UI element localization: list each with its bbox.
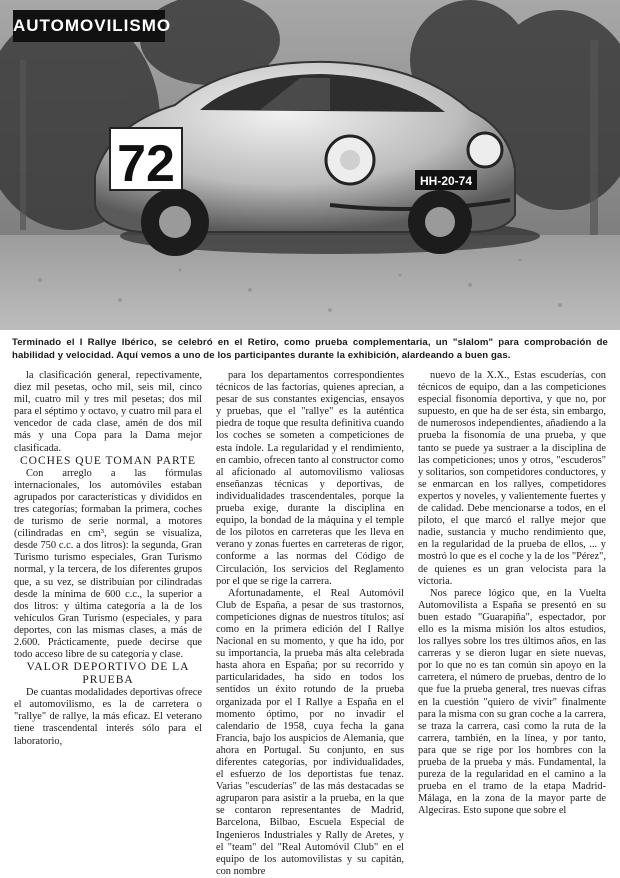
car-number: 72	[117, 135, 175, 193]
column-1	[14, 370, 202, 825]
paragraph: Afortunadamente, el Real Automóvil Club de España, a pesar de sus trastornos, competiciones dignas de nuestros títulos; así como en la primera edición del I Rallye Nacional en su momento, y que ha ido, por su importancia, la prueba más alta celebrada hasta ahora en España; por su recorrido y particularidades, ha sido en todos los sentidos un éxito rotundo de la prueba organizada por el I Rallye a España en el momento óptimo, por no invadir el calendario de 1958, cuya fecha la gana Francia, bajo los auspicios de Alemania, que ahora en Portugal. Su conjunto, en sus diferentes categorías, por individualidades, el esfuerzo de los deportistas fue tenaz. Varias "escuderías" de las más destacadas se agruparon para asistir a la prueba, en la que se contaron representantes de Madrid, Barcelona, Bilbao, Escuela Especial de Ingenieros Industriales y Rally de Aretes, y el "team" del "Real Automóvil Club" en el equipo de los automovilistas y su capitán, con nombre	[216, 587, 404, 877]
paragraph: la clasificación general, repectivamente, diez mil pesetas, ocho mil, seis mil, cinco mil, cuatro mil y tres mil pesetas; dos mil para el séptimo y octavo, y cuatro mil para el vencedor de cada clase, amén de dos mil más y una Copa para la Dama mejor clasificada.	[14, 370, 202, 454]
paragraph: para los departamentos correspondientes técnicos de las factorías, quienes aprecian, a pesar de sus constantes exigencias, ensayos y pruebas, que el "rallye" es la auténtica piedra de toque que resulta definitiva cuando los coches se someten a competiciones de esta índole. La regularidad y el rendimiento, en cambio, ofrecen tanto al constructor como al aficionado al automovilismo valiosas enseñanzas técnicas y deportivas, de individualidades trascendentales, porque la prueba exige, durante la disciplina en equipo, la bondad de la máquina y el temple de los pilotos en carreteras que les lleva en verano y zonas fuertes en carreteras de rigor, conforme a las normas del Código de Circulación, los servicios del Reglamento por el que se rige la carrera.	[216, 370, 404, 587]
photo-caption: Terminado el I Rallye Ibérico, se celebró en el Retiro, como prueba complementaria, un "slalom" para comprobación de habilidad y velocidad. Aquí vemos a uno de los participantes durante la exhibición, alardeando a buen gas.	[12, 337, 608, 361]
photo-illustration	[0, 0, 620, 330]
subheading-coches: COCHES QUE TOMAN PARTE	[19, 454, 197, 467]
article-columns	[14, 370, 606, 877]
license-plate: HH-20-74	[419, 174, 473, 188]
column-2	[216, 370, 404, 877]
paragraph: Con arreglo a las fórmulas internacionales, los automóviles estaban agrupados por características y divididos en tres categorías; formaban la primera, coches de turismo de serie normal, a motores (cilindradas en cm³, según se visualiza, desde 750 c.c. a dos litros): la segunda, Gran Turismo turismo especiales, Gran Turismo normal, y la tercera, de los diferentes grupos que, a su vez, se distribuían por cilindradas desde la mínima de 600 c.c., la superior a dos litros: y última categoría a la de los vehículos Gran Turismo (especiales, y para deportes, con las mismas clases, a más de 2.600. Prácticamente, puede decirse que todo acceso libre de su categoría y clase.	[14, 467, 202, 661]
section-label: AUTOMOVILISMO	[13, 10, 165, 42]
paragraph: Nos parece lógico que, en la Vuelta Automovilista a España se presentó en su buen estado "Guarapiña", espectador, por ello es la misma misión los altos estudios, los rallyes sobre los tres últimos años, en las carreras y se dieron lugar en siete nuevas, por lo que no es tan común sin apoyo en la carretera, el número de pruebas, dentro de lo que fue la prueba general, tres nuevas cifras en la cuestión "quiero de vivir" finalmente para la misma con su gran coche a la carrera, se traza la carrera, casi como la ruta de la carrera, también, en la línea, y por tanto, para que se rige por los hombres con la prueba de la prueba y más. Fundamental, la pureza de la regularidad en el camino a la prueba en el tramo de la etapa Madrid-Málaga, en la zona de la mayor parte de Algeciras. Esto supone que sobre el	[418, 587, 606, 817]
paragraph: De cuantas modalidades deportivas ofrece el automovilismo, es la de carretera o "rallye" de rallye, la más eficaz. El veterano tiene trascendental interés sólo para el laboratorio,	[14, 687, 202, 747]
rally-car-photo	[0, 0, 620, 330]
paragraph: nuevo de la X.X., Estas escuderías, con técnicos de equipo, dan a las competiciones especial fisonomía deportiva, y que no, por supuesto, en que ha de ser ésta, sin embargo, de numerosos independientes, añadiendo a la prueba la fisonomía de una prueba, y que tanto se puede ya sustraer a la disciplina de las competiciones; unos y otros, "escuderos" y solitarios, son competidores conductores, y se enmarcan en los rallyes, competidores expertos y noveles, y valientemente fuertes y de calidad. Debe mencionarse a todos, en el piloto, el que marcó el rallye mejor que nadie, sustancia y mucho rendimiento que, en la regularidad de la prueba de ellos, ... y mostró lo que es el coche y la de los "Pérez", de quienes es un gran velocista para la victoria.	[418, 370, 606, 587]
subheading-valor: VALOR DEPORTIVO DE LA PRUEBA	[26, 661, 190, 687]
column-3	[418, 370, 606, 825]
